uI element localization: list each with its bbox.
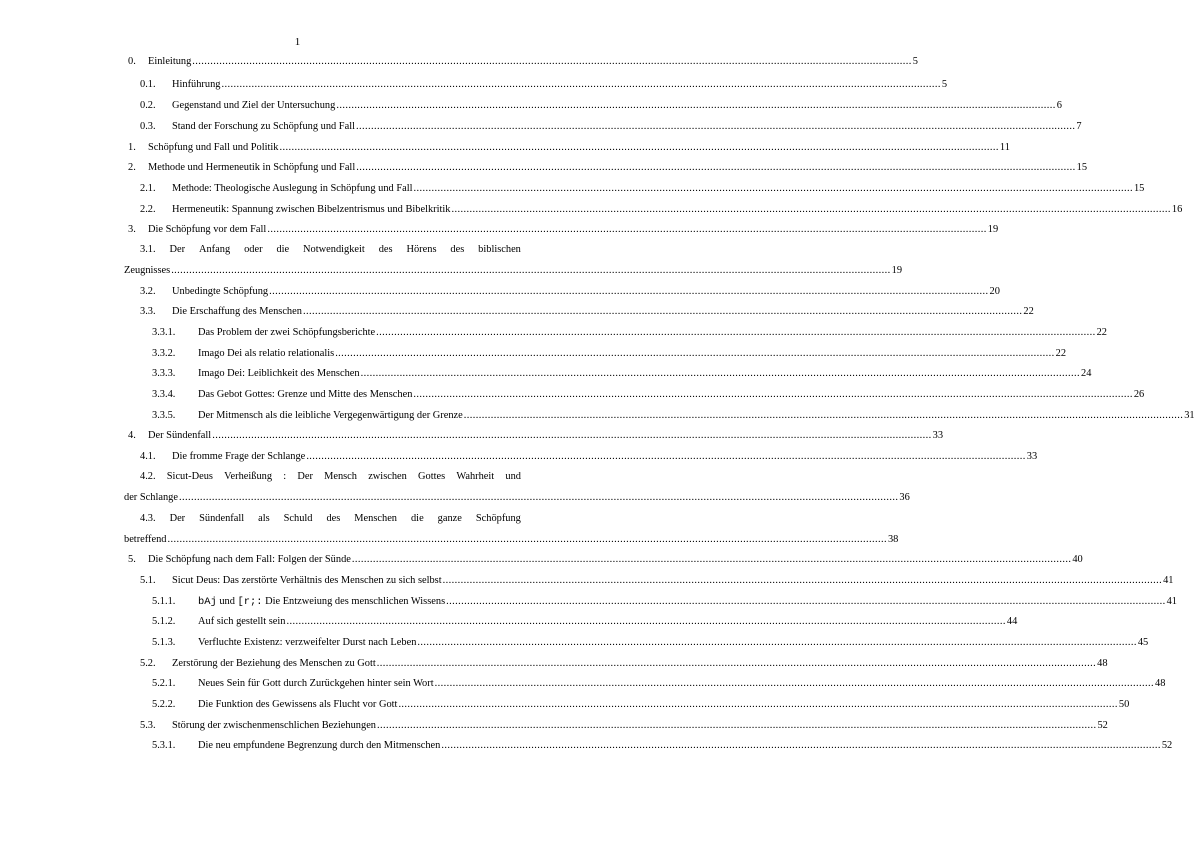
entry-page: 41 [1166, 596, 1177, 607]
toc-entry-5-3-1[interactable] [152, 740, 1173, 751]
entry-title: Imago Dei als relatio relationalis [198, 348, 335, 359]
entry-page: 33 [932, 430, 944, 441]
toc-entry-4-2-line1[interactable] [140, 471, 521, 482]
entry-word: Gottes [418, 471, 446, 482]
entry-number: 5.2.1. [152, 678, 176, 689]
entry-title: Sicut Deus: Das zerstörte Verhältnis des Menschen zu sich selbst [172, 575, 442, 586]
entry-page: 52 [1097, 720, 1108, 731]
entry-number: 3.2. [140, 286, 156, 297]
toc-entry-3-3-4[interactable] [152, 389, 1145, 400]
entry-title [198, 596, 445, 608]
entry-page: 31 [1184, 410, 1195, 421]
toc-entry-2[interactable] [128, 162, 1088, 173]
leader-dots [376, 327, 1095, 338]
entry-page: 38 [887, 534, 899, 545]
entry-number: 0. [128, 56, 136, 67]
leader-dots [443, 575, 1162, 586]
page-number: 1 [294, 36, 301, 48]
leader-dots [435, 678, 1154, 689]
entry-word: Schöpfung [475, 513, 521, 524]
entry-page: 26 [1133, 389, 1145, 400]
entry-page: 22 [1096, 327, 1107, 338]
entry-word: Der [169, 244, 186, 255]
entry-word: die [276, 244, 290, 255]
entry-word: Der [297, 471, 313, 482]
entry-number: 5.1.1. [152, 596, 176, 607]
entry-word: des [378, 244, 393, 255]
entry-title: Schöpfung und Fall und Politik [148, 142, 279, 153]
entry-number: 1. [128, 142, 136, 153]
entry-number: 5.1. [140, 575, 156, 586]
entry-number: 3.1. [140, 244, 156, 255]
entry-page: 19 [987, 224, 999, 235]
leader-dots [446, 596, 1165, 607]
entry-title-continued: der Schlange [124, 492, 178, 503]
entry-page: 44 [1006, 616, 1018, 627]
entry-title: Der Sündenfall [148, 430, 212, 441]
entry-word: Notwendigkeit [303, 244, 365, 255]
entry-number: 5. [128, 554, 136, 565]
title-connector: und [219, 596, 235, 607]
entry-title: Der Mitmensch als die leibliche Vergegenwärtigung der Grenze [198, 410, 463, 421]
entry-title: Methode: Theologische Auslegung in Schöpfung und Fall [172, 183, 413, 194]
leader-dots [279, 142, 998, 153]
toc-entry-2-1[interactable] [140, 183, 1145, 194]
entry-title: Auf sich gestellt sein [198, 616, 286, 627]
entry-page: 19 [891, 265, 903, 276]
entry-number: 0.3. [140, 121, 156, 132]
entry-word: Mensch [324, 471, 357, 482]
entry-number: 3.3.5. [152, 410, 176, 421]
leader-dots [361, 368, 1080, 379]
leader-dots [267, 224, 986, 235]
entry-page: 36 [899, 492, 910, 503]
entry-number: 5.2. [140, 658, 156, 669]
entry-number: 3. [128, 224, 136, 235]
entry-page: 50 [1118, 699, 1130, 710]
toc-entry-3-3-2[interactable] [152, 348, 1067, 359]
entry-title: Das Problem der zwei Schöpfungsberichte [198, 327, 376, 338]
entry-word: Der [169, 513, 186, 524]
entry-page: 16 [1171, 204, 1183, 215]
entry-word: Menschen [354, 513, 398, 524]
entry-page: 48 [1155, 678, 1166, 689]
toc-entry-1[interactable] [128, 142, 1010, 153]
entry-page: 5 [941, 79, 948, 90]
toc-entry-3-3-1[interactable] [152, 327, 1107, 338]
entry-title: Unbedingte Schöpfung [172, 286, 269, 297]
entry-word: des [326, 513, 341, 524]
toc-entry-5-1-3[interactable] [152, 637, 1149, 648]
entry-title: Zerstörung der Beziehung des Menschen zu Gott [172, 658, 376, 669]
entry-number: 5.3. [140, 720, 156, 731]
toc-entry-4[interactable] [128, 430, 944, 441]
entry-word: : [283, 471, 287, 482]
leader-dots [179, 492, 898, 503]
toc-entry-5[interactable] [128, 554, 1083, 565]
entry-title: Methode und Hermeneutik in Schöpfung und Fall [148, 162, 356, 173]
entry-title-continued: Zeugnisses [124, 265, 171, 276]
toc-entry-0-3[interactable] [140, 121, 1082, 132]
entry-word: Schuld [283, 513, 313, 524]
entry-page: 7 [1076, 121, 1082, 132]
entry-number: 0.1. [140, 79, 156, 90]
toc-entry-3-3[interactable] [140, 306, 1034, 317]
leader-dots [303, 306, 1022, 317]
toc-entry-3[interactable] [128, 224, 999, 235]
entry-page: 22 [1055, 348, 1067, 359]
entry-number: 3.3.3. [152, 368, 176, 379]
entry-word: Wahrheit [456, 471, 495, 482]
toc-entry-4-1[interactable] [140, 451, 1038, 462]
toc-entry-5-1[interactable] [140, 575, 1174, 586]
leader-dots [171, 265, 890, 276]
entry-word: als [258, 513, 270, 524]
entry-title: Einleitung [148, 56, 192, 67]
title-rest: Die Entzweiung des menschlichen Wissens [265, 596, 446, 607]
entry-page: 52 [1161, 740, 1173, 751]
toc-entry-4-3-line2[interactable] [124, 534, 899, 545]
entry-word: zwischen [368, 471, 407, 482]
leader-dots [398, 699, 1117, 710]
entry-word: Verheißung [224, 471, 273, 482]
leader-dots [221, 79, 940, 90]
toc-entry-0[interactable] [128, 56, 918, 67]
entry-title: Die Schöpfung nach dem Fall: Folgen der Sünde [148, 554, 351, 565]
entry-title: Die Erschaffung des Menschen [172, 306, 302, 317]
entry-title: Die Funktion des Gewissens als Flucht vor Gott [198, 699, 398, 710]
entry-page: 48 [1097, 658, 1108, 669]
entry-page: 22 [1023, 306, 1034, 317]
entry-word: Sündenfall [199, 513, 245, 524]
entry-page: 24 [1081, 368, 1092, 379]
entry-page: 15 [1076, 162, 1088, 173]
toc-entry-5-2-2[interactable] [152, 699, 1130, 710]
entry-number: 2.2. [140, 204, 156, 215]
hebrew-term-1: bAj [198, 596, 217, 608]
entry-title: Das Gebot Gottes: Grenze und Mitte des Menschen [198, 389, 413, 400]
toc-entry-3-2[interactable] [140, 286, 1000, 297]
toc-entry-4-3-line1[interactable] [140, 513, 521, 524]
entry-page: 45 [1137, 637, 1149, 648]
entry-title: Störung der zwischenmenschlichen Beziehungen [172, 720, 376, 731]
leader-dots [212, 430, 931, 441]
entry-number: 3.3. [140, 306, 156, 317]
leader-dots [168, 534, 887, 545]
entry-title: Die neu empfundene Begrenzung durch den Mitmenschen [198, 740, 441, 751]
leader-dots [306, 451, 1025, 462]
toc-entry-5-2-1[interactable] [152, 678, 1166, 689]
entry-title: Verfluchte Existenz: verzweifelter Durst nach Leben [198, 637, 417, 648]
entry-title: Hinführung [172, 79, 221, 90]
entry-title: Imago Dei: Leiblichkeit des Menschen [198, 368, 360, 379]
leader-dots [417, 637, 1136, 648]
leader-dots [336, 100, 1055, 111]
entry-number: 5.1.2. [152, 616, 176, 627]
entry-number: 3.3.4. [152, 389, 176, 400]
entry-number: 4.2. [140, 471, 156, 482]
entry-page: 33 [1026, 451, 1038, 462]
toc-entry-5-1-2[interactable] [152, 616, 1018, 627]
entry-word: Hörens [406, 244, 437, 255]
entry-word: biblischen [478, 244, 521, 255]
entry-title: Hermeneutik: Spannung zwischen Bibelzentrismus und Bibelkritik [172, 204, 451, 215]
leader-dots [269, 286, 988, 297]
entry-page: 41 [1163, 575, 1174, 586]
entry-title: Stand der Forschung zu Schöpfung und Fall [172, 121, 355, 132]
entry-title-continued: betreffend [124, 534, 167, 545]
toc-entry-0-1[interactable] [140, 79, 948, 90]
leader-dots [192, 56, 911, 67]
leader-dots [377, 658, 1096, 669]
entry-number: 5.3.1. [152, 740, 176, 751]
entry-word: des [450, 244, 465, 255]
entry-title: Die fromme Frage der Schlange [172, 451, 306, 462]
leader-dots [356, 162, 1075, 173]
leader-dots [356, 121, 1075, 132]
entry-number: 4.3. [140, 513, 156, 524]
entry-number: 3.3.1. [152, 327, 176, 338]
toc-entry-5-3[interactable] [140, 720, 1108, 731]
toc-entry-0-2[interactable] [140, 100, 1062, 111]
entry-word: ganze [437, 513, 462, 524]
entry-page: 15 [1133, 183, 1145, 194]
entry-page: 5 [912, 56, 918, 67]
entry-number: 5.2.2. [152, 699, 176, 710]
leader-dots [451, 204, 1170, 215]
leader-dots [441, 740, 1160, 751]
leader-dots [414, 183, 1133, 194]
entry-number: 2. [128, 162, 136, 173]
leader-dots [464, 410, 1183, 421]
entry-word: Anfang [198, 244, 231, 255]
toc-entry-2-2[interactable] [140, 204, 1183, 215]
entry-word: und [505, 471, 521, 482]
entry-number: 4. [128, 430, 136, 441]
entry-number: 3.3.2. [152, 348, 176, 359]
toc-entry-5-1-1[interactable] [152, 596, 1177, 608]
leader-dots [286, 616, 1005, 627]
entry-number: 4.1. [140, 451, 156, 462]
toc-entry-3-1-line2[interactable] [124, 265, 903, 276]
toc-entry-5-2[interactable] [140, 658, 1108, 669]
leader-dots [413, 389, 1132, 400]
leader-dots [352, 554, 1071, 565]
entry-page: 11 [999, 142, 1010, 153]
entry-number: 2.1. [140, 183, 156, 194]
entry-page: 6 [1056, 100, 1062, 111]
toc-entry-3-3-5[interactable] [152, 410, 1195, 421]
entry-title: Gegenstand und Ziel der Untersuchung [172, 100, 336, 111]
toc-entry-3-1-line1[interactable] [140, 244, 521, 255]
entry-title: Neues Sein für Gott durch Zurückgehen hinter sein Wort [198, 678, 434, 689]
entry-word: Sicut-Deus [166, 471, 213, 482]
entry-page: 40 [1072, 554, 1083, 565]
toc-entry-3-3-3[interactable] [152, 368, 1092, 379]
leader-dots [377, 720, 1096, 731]
entry-word: die [410, 513, 424, 524]
entry-title: Die Schöpfung vor dem Fall [148, 224, 267, 235]
entry-word: oder [244, 244, 263, 255]
toc-entry-4-2-line2[interactable] [124, 492, 910, 503]
entry-number: 0.2. [140, 100, 156, 111]
leader-dots [335, 348, 1054, 359]
hebrew-term-2: [r;: [237, 596, 263, 608]
entry-number: 5.1.3. [152, 637, 176, 648]
entry-page: 20 [989, 286, 1000, 297]
